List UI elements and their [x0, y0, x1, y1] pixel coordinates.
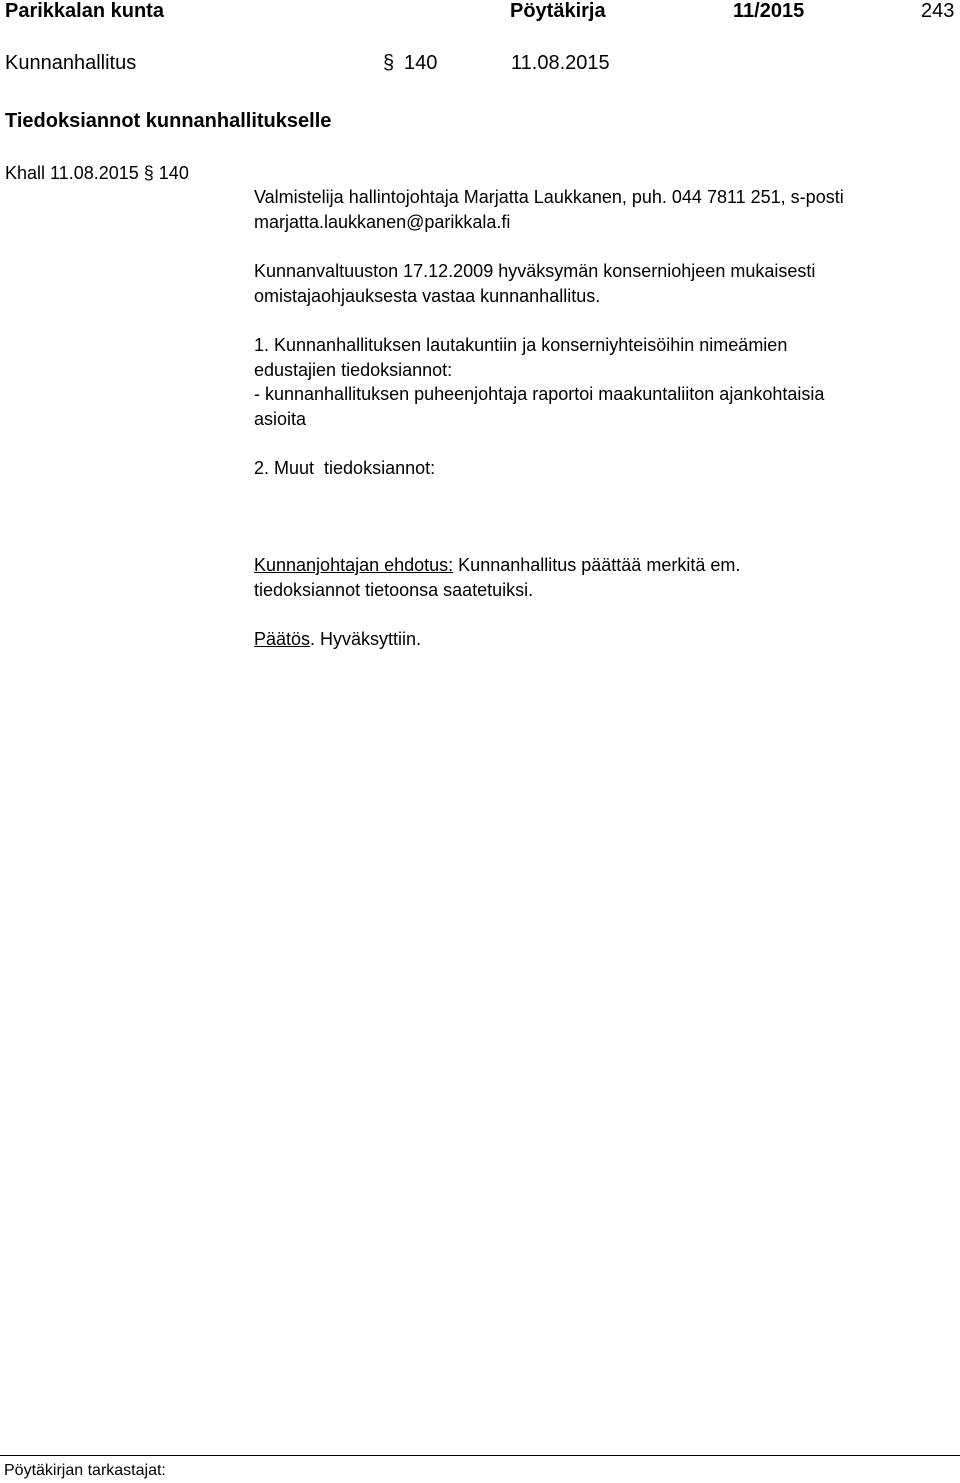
footer-reviewers-label: Pöytäkirjan tarkastajat: [4, 1462, 166, 1479]
preparer-paragraph [254, 185, 844, 234]
preparer-email-line: marjatta.laukkanen@parikkala.fi [254, 211, 511, 232]
item-2-paragraph: 2. Muut tiedoksiannot: [254, 458, 436, 478]
item-1-line-3: - kunnanhallituksen puheenjohtaja raportoi maakuntaliiton ajankohtaisia [254, 384, 825, 404]
section-sign: § [383, 52, 395, 74]
footer-divider [0, 1455, 960, 1456]
policy-line-1: Kunnanvaltuuston 17.12.2009 hyväksymän konserniohjeen mukaisesti [254, 261, 816, 281]
governing-body: Kunnanhallitus [5, 52, 137, 74]
issue-number: 11/2015 [733, 0, 805, 22]
decision-text: . Hyväksyttiin. [310, 629, 422, 649]
meeting-date: 11.08.2015 [511, 52, 610, 74]
municipality-name: Parikkalan kunta [5, 0, 164, 22]
item-title: Tiedoksiannot kunnanhallitukselle [5, 110, 332, 132]
page-number: 243 [921, 0, 955, 22]
proposal-text-line-2: tiedoksiannot tietoonsa saatetuiksi. [254, 579, 534, 600]
policy-paragraph [254, 259, 815, 308]
item-1-paragraph [254, 333, 824, 431]
document-type: Pöytäkirja [510, 0, 606, 22]
item-1-line-1: 1. Kunnanhallituksen lautakuntiin ja konserniyhteisöihin nimeämien [254, 335, 788, 355]
item-1-line-4: asioita [254, 408, 307, 429]
proposal-text-line-1: Kunnanhallitus päättää merkitä em. [453, 555, 741, 575]
preparer-line-1: Valmistelija hallintojohtaja Marjatta Laukkanen, puh. 044 7811 251, s-posti [254, 187, 844, 207]
policy-line-2: omistajaohjauksesta vastaa kunnanhallitus. [254, 285, 601, 306]
decision-label: Päätös [254, 629, 311, 649]
section-number: 140 [404, 52, 438, 74]
proposal-label: Kunnanjohtajan ehdotus: [254, 555, 454, 575]
decision-paragraph [254, 627, 421, 652]
item-reference: Khall 11.08.2015 § 140 [5, 163, 189, 183]
proposal-paragraph [254, 553, 740, 602]
item-1-line-2: edustajien tiedoksiannot: [254, 359, 453, 380]
